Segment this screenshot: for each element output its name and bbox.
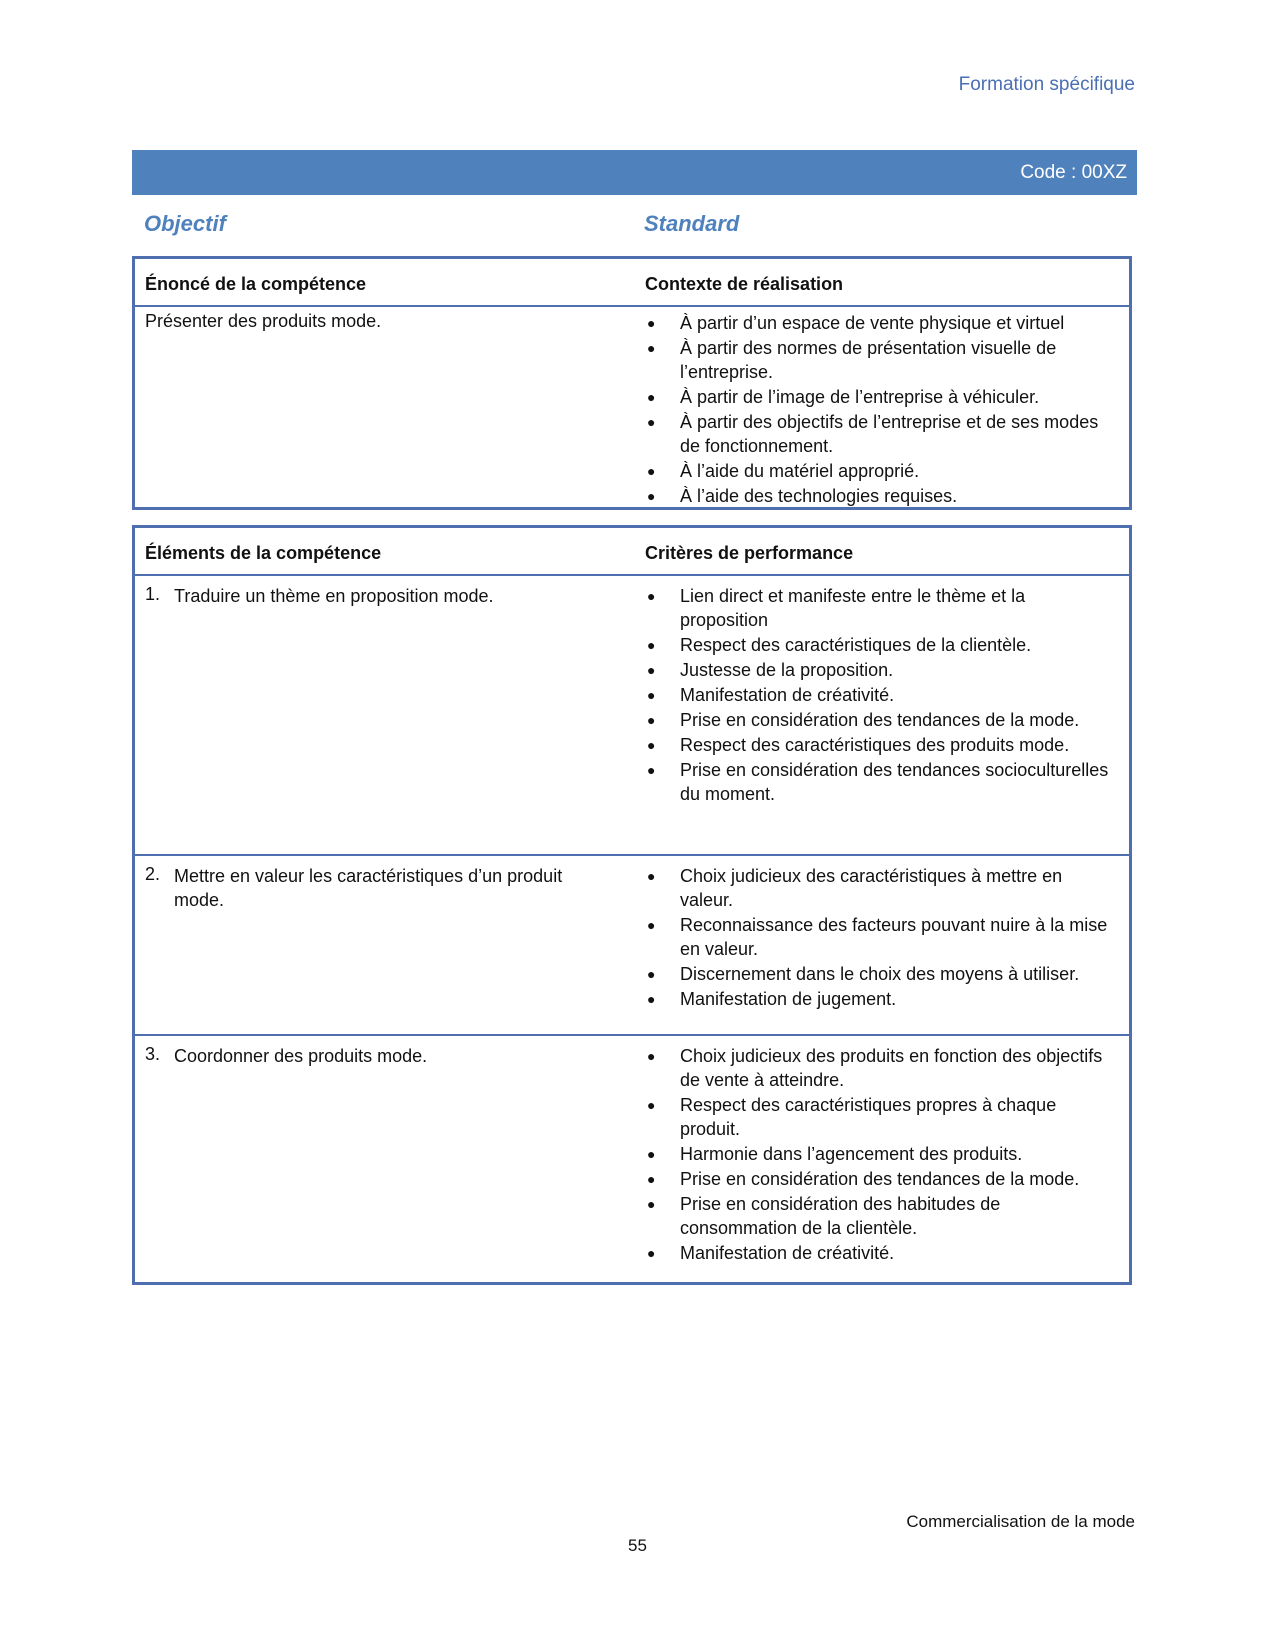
list-item: ● Manifestation de créativité. <box>647 1243 895 1263</box>
element-number: 2. <box>145 864 161 884</box>
list-item: ● À l’aide du matériel approprié. <box>647 461 920 481</box>
criteria-list <box>645 864 1115 1012</box>
list-item: ● Choix judicieux des caractéristiques à mettre en valeur. <box>647 866 1063 910</box>
bullet-icon: ● <box>647 737 656 753</box>
bullet-icon: ● <box>647 966 656 982</box>
bullet-icon: ● <box>647 389 656 405</box>
bullet-icon: ● <box>647 712 656 728</box>
element-text: Coordonner des produits mode. <box>174 1046 428 1066</box>
criteria-list <box>645 1044 1115 1266</box>
list-item: ● Prise en considération des tendances de la mode. <box>647 710 1080 730</box>
list-item: ● Justesse de la proposition. <box>647 660 894 680</box>
elements-header: Éléments de la compétence <box>145 543 382 563</box>
list-item: ● Discernement dans le choix des moyens à utiliser. <box>647 964 1080 984</box>
elements-table <box>132 525 1132 1285</box>
list-item: ● À partir de l’image de l’entreprise à véhiculer. <box>647 387 1040 407</box>
competence-statement: Présenter des produits mode. <box>145 311 382 331</box>
bullet-icon: ● <box>647 868 656 884</box>
element-row <box>135 576 1129 856</box>
list-item: ● Harmonie dans l’agencement des produits. <box>647 1144 1023 1164</box>
list-item: ● À l’aide des technologies requises. <box>647 486 958 506</box>
criteria-list <box>645 584 1115 807</box>
list-item: ● Lien direct et manifeste entre le thème et la proposition <box>647 586 1026 630</box>
standard-title: Standard <box>644 211 740 236</box>
bullet-icon: ● <box>647 1245 656 1261</box>
bullet-icon: ● <box>647 1097 656 1113</box>
bullet-icon: ● <box>647 1196 656 1212</box>
list-item: ● Choix judicieux des produits en fonction des objectifs de vente à atteindre. <box>647 1046 1103 1090</box>
element-number: 1. <box>145 584 161 604</box>
list-item: ● Manifestation de créativité. <box>647 685 895 705</box>
statement-header: Énoncé de la compétence <box>145 274 367 294</box>
list-item: ● Reconnaissance des facteurs pouvant nuire à la mise en valeur. <box>647 915 1108 959</box>
bullet-icon: ● <box>647 917 656 933</box>
bullet-icon: ● <box>647 687 656 703</box>
list-item: ● À partir d’un espace de vente physique et virtuel <box>647 313 1065 333</box>
section-title: Formation spécifique <box>958 74 1135 95</box>
bullet-icon: ● <box>647 588 656 604</box>
context-list <box>645 311 1115 509</box>
column-titles <box>144 211 1134 241</box>
bullet-icon: ● <box>647 414 656 430</box>
code-bar <box>132 150 1137 195</box>
list-item: ● À partir des objectifs de l’entreprise et de ses modes de fonctionnement. <box>647 412 1099 456</box>
element-number: 3. <box>145 1044 161 1064</box>
list-item: ● Respect des caractéristiques des produits mode. <box>647 735 1070 755</box>
bullet-icon: ● <box>647 991 656 1007</box>
bullet-icon: ● <box>647 340 656 356</box>
list-item: ● Respect des caractéristiques de la clientèle. <box>647 635 1032 655</box>
code-label: Code : 00XZ <box>1020 162 1127 183</box>
list-item: ● Prise en considération des tendances de la mode. <box>647 1169 1080 1189</box>
bullet-icon: ● <box>647 463 656 479</box>
bullet-icon: ● <box>647 315 656 331</box>
element-row <box>135 1036 1129 1286</box>
competence-table <box>132 256 1132 510</box>
page-number: 55 <box>628 1536 647 1555</box>
context-header: Contexte de réalisation <box>645 274 844 294</box>
bullet-icon: ● <box>647 1048 656 1064</box>
element-row <box>135 856 1129 1036</box>
criteria-header: Critères de performance <box>645 543 854 563</box>
bullet-icon: ● <box>647 1171 656 1187</box>
list-item: ● Prise en considération des habitudes de consommation de la clientèle. <box>647 1194 1001 1238</box>
objective-title: Objectif <box>144 211 226 236</box>
elements-table-header <box>135 528 1129 576</box>
bullet-icon: ● <box>647 1146 656 1162</box>
bullet-icon: ● <box>647 488 656 504</box>
list-item: ● Respect des caractéristiques propres à chaque produit. <box>647 1095 1057 1139</box>
list-item: ● Prise en considération des tendances socioculturelles du moment. <box>647 760 1109 804</box>
element-text: Mettre en valeur les caractéristiques d’un produit mode. <box>174 866 563 910</box>
bullet-icon: ● <box>647 637 656 653</box>
bullet-icon: ● <box>647 662 656 678</box>
program-name: Commercialisation de la mode <box>906 1512 1135 1531</box>
element-text: Traduire un thème en proposition mode. <box>174 586 494 606</box>
list-item: ● Manifestation de jugement. <box>647 989 897 1009</box>
list-item: ● À partir des normes de présentation visuelle de l’entreprise. <box>647 338 1057 382</box>
bullet-icon: ● <box>647 762 656 778</box>
competence-table-header <box>135 259 1129 307</box>
